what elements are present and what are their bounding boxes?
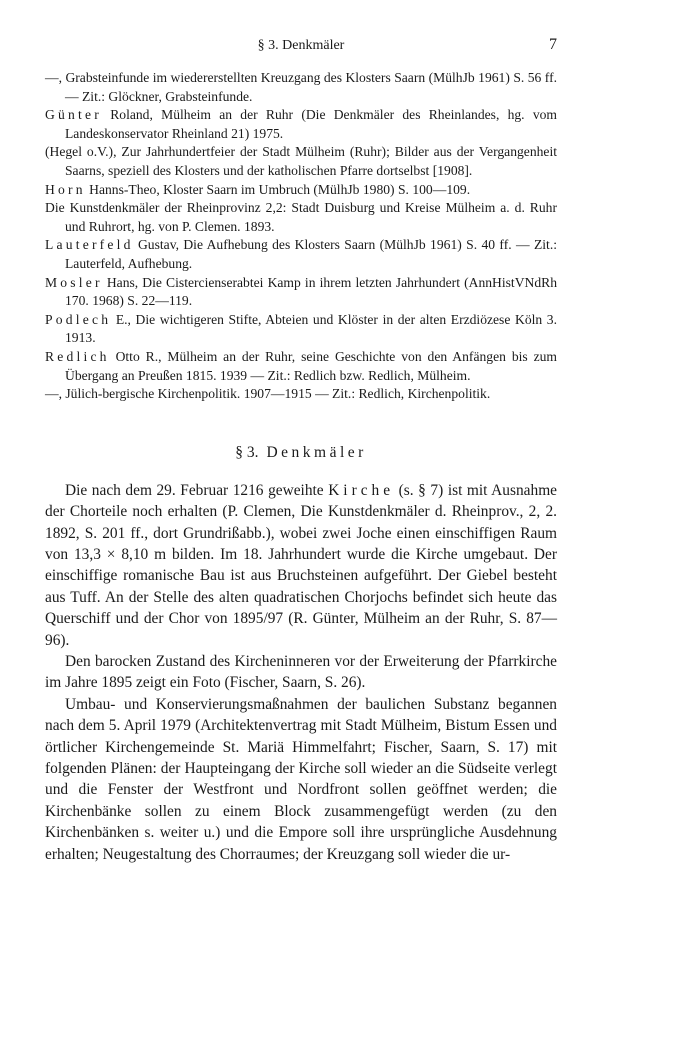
bibliography-entry (45, 311, 557, 348)
entry-text: (Hegel o.V.), Zur Jahrhundertfeier der Stadt Mülheim (Ruhr); Bilder aus der Vergangenheit Saarns, speziell des Klosters und der katholischen Pfarre dortselbst [1908]. (45, 144, 557, 178)
page-number: 7 (549, 36, 557, 53)
entry-text: Hanns-Theo, Kloster Saarn im Umbruch (MülhJb 1980) S. 100—109. (85, 181, 471, 197)
entry-text: —, Grabsteinfunde im wiedererstellten Kreuzgang des Klosters Saarn (MülhJb 1961) S. 56 ff. — Zit.: Glöckner, Grabsteinfunde. (45, 70, 557, 104)
paragraph (45, 480, 557, 651)
running-head-title: § 3. Denkmäler (257, 38, 345, 53)
author-spaced: Lauterfeld (45, 237, 134, 253)
bibliography-entry (45, 236, 557, 273)
bibliography-entry (45, 199, 557, 236)
bibliography-list (45, 69, 557, 404)
bibliography-entry (45, 274, 557, 311)
author-spaced: Horn (45, 181, 86, 197)
running-head (45, 38, 557, 60)
paragraph-text: Umbau- und Konservierungsmaßnahmen der baulichen Substanz begannen nach dem 5. April 1979 (Architektenvertrag mit Stadt Mülheim, Bistum Essen und örtlicher Kirchengemeinde St. Mariä Himmelfahrt; Fischer, Saarn, S. 17) mit folgenden Plänen: der Haupteingang der Kirche soll wieder an die Südseite verlegt und die Fenster der Westfront und Nordfront sollen geöffnet werden; die Kirchenbänke sollen zu einem Block zusammengefügt werden (zu den Kirchenbänken s. weiter u.) und die Empore soll ihre ursprüngliche Ausdehnung erhalten; Neugestaltung des Chorraumes; der Kreuzgang soll wieder die ur- (45, 695, 557, 863)
entry-text: Hans, Die Cistercienserabtei Kamp in ihrem letzten Jahrhundert (AnnHistVNdRh 170. 1968) S. 22—119. (65, 274, 557, 309)
entry-text: Otto R., Mülheim an der Ruhr, seine Geschichte von den Anfängen bis zum Übergang an Preußen 1815. 1939 — Zit.: Redlich bzw. Redlich, Mülheim. (65, 348, 557, 383)
paragraph-text: (s. § 7) ist mit Ausnahme der Chorteile noch erhalten (P. Clemen, Die Kunstdenkmäler d. Rheinprov., 2, 2. 1892, S. 201 ff., dort Grundrißabb.), wobei zwei Joche einen einschiffigen Raum von 13,3 × 8,10 m bilden. Im 18. Jahrhundert wurde die Kirche umgebaut. Der einschiffige romanische Bau ist aus Bruchsteinen aufgeführt. Der Giebel besteht aus Tuff. An der Stelle des alten quadratischen Chorjochs befindet sich heute das Querschiff und der Chor von 1895/97 (R. Günter, Mülheim an der Ruhr, S. 87—96). (45, 481, 557, 649)
bibliography-entry (45, 106, 557, 143)
author-spaced: Mosler (45, 274, 103, 290)
author-spaced: Podlech (45, 311, 112, 327)
paragraph-text: Den barocken Zustand des Kircheninneren vor der Erweiterung der Pfarrkirche im Jahre 1895 zeigt ein Foto (Fischer, Saarn, S. 26). (45, 652, 557, 692)
emphasis-spaced: Kirche (328, 481, 395, 499)
author-spaced: Redlich (45, 348, 110, 364)
bibliography-entry (45, 143, 557, 180)
bibliography-entry (45, 69, 557, 106)
bibliography-entry (45, 385, 557, 404)
section-number: § 3. (235, 443, 259, 461)
section-heading (45, 444, 557, 462)
bibliography-entry (45, 348, 557, 385)
section-title: Denkmäler (266, 443, 367, 461)
book-page (45, 38, 557, 865)
paragraph (45, 651, 557, 694)
paragraph (45, 694, 557, 865)
paragraph-text: Die nach dem 29. Februar 1216 geweihte (65, 481, 329, 499)
entry-text: Roland, Mülheim an der Ruhr (Die Denkmäler des Rheinlandes, hg. vom Landeskonservator Rheinland 21) 1975. (65, 107, 557, 141)
entry-text: —, Jülich-bergische Kirchenpolitik. 1907—1915 — Zit.: Redlich, Kirchenpolitik. (45, 386, 491, 402)
entry-text: E., Die wichtigeren Stifte, Abteien und Klöster in der alten Erzdiözese Köln 3. 1913. (65, 311, 557, 346)
entry-text: Gustav, Die Aufhebung des Klosters Saarn (MülhJb 1961) S. 40 ff. — Zit.: Lauterfeld, Aufhebung. (65, 237, 557, 271)
author-spaced: Günter (45, 107, 102, 123)
bibliography-entry (45, 181, 557, 200)
body-text (45, 480, 557, 865)
entry-text: Die Kunstdenkmäler der Rheinprovinz 2,2: Stadt Duisburg und Kreise Mülheim a. d. Ruhr und Ruhrort, hg. von P. Clemen. 1893. (45, 200, 557, 234)
